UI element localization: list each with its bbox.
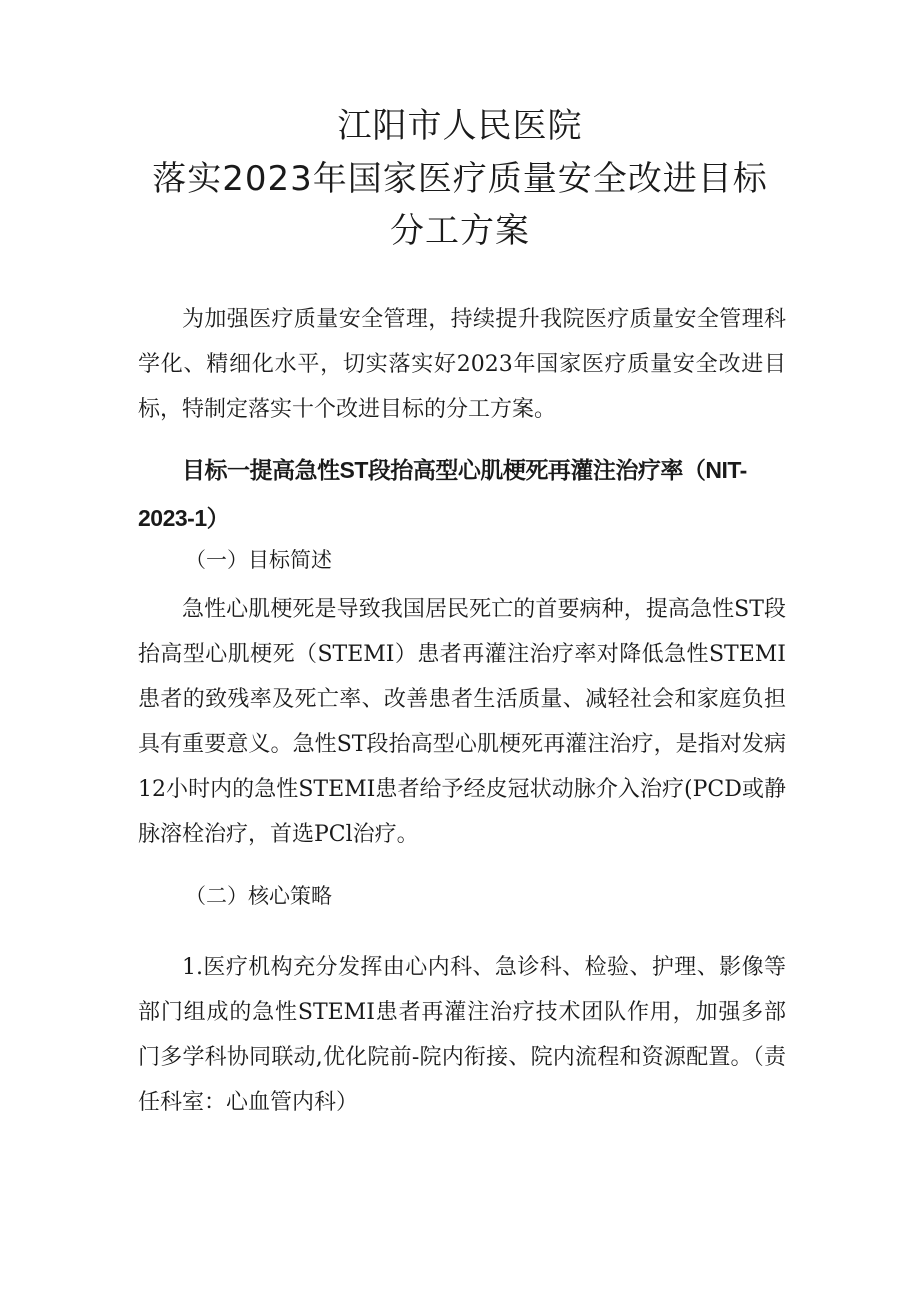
section-overview-heading: （一）目标简述 bbox=[185, 548, 332, 572]
strategy-item-1: 1.医疗机构充分发挥由心内科、急诊科、检验、护理、影像等部门组成的急性STEMI患者再灌注治疗技术团队作用，加强多部门多学科协同联动,优化院前-院内衔接、院内流程和资源配置。（责任科室：心血管内科） bbox=[138, 955, 786, 1115]
intro-paragraph: 为加强医疗质量安全管理，持续提升我院医疗质量安全管理科学化、精细化水平，切实落实好2023年国家医疗质量安全改进目标，特制定落实十个改进目标的分工方案。 bbox=[138, 307, 786, 422]
section-strategy-heading: （二）核心策略 bbox=[185, 884, 332, 908]
goal-one-heading: 目标一提高急性ST段抬高型心肌梗死再灌注治疗率（NIT-2023-1） bbox=[138, 457, 747, 531]
document-title-hospital: 江阳市人民医院 bbox=[337, 106, 583, 146]
section-overview-paragraph: 急性心肌梗死是导致我国居民死亡的首要病种，提高急性ST段抬高型心肌梗死（STEMI）患者再灌注治疗率对降低急性STEMI患者的致残率及死亡率、改善患者生活质量、减轻社会和家庭负担具有重要意义。急性ST段抬高型心肌梗死再灌注治疗，是指对发病12小时内的急性STEMI患者给予经皮冠状动脉介入治疗(PCD或静脉溶栓治疗，首选PCl治疗。 bbox=[138, 597, 786, 847]
document-title-main: 落实2023年国家医疗质量安全改进目标 bbox=[152, 159, 768, 199]
document-title-plan: 分工方案 bbox=[390, 211, 530, 251]
